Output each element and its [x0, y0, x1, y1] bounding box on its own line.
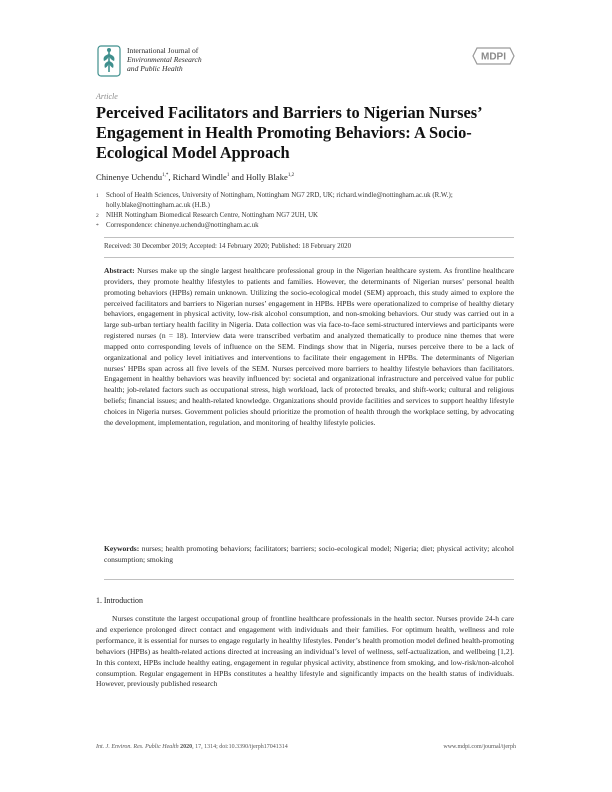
affiliation-list	[96, 191, 496, 231]
abstract-text: Nurses make up the single largest healthcare professional group in the Nigerian healthcare system. As frontline healthcare providers, they promote healthy lifestyles to patients and families. However, the determinants of Nigerian nurses’ personal health promoting behaviors (HPBs) remain unknown. Utilizing the socio-ecological model (SEM) approach, this study aimed to explore the perceived facilitators and barriers to Nigerian nurses’ engagement in HPBs. HPBs were operationalized to comprise of healthy dietary behaviors, engagement in physical activity, low-risk alcohol consumption, and non-smoking behaviors. Our study was carried out in a large sub-urban tertiary health facility in Nigeria. Data collection was via face-to-face semi-structured interviews and participants were registered nurses (n = 18). Interview data were transcribed verbatim and analyzed thematically to produce nine themes that were mapped onto corresponding levels of influence on the SEM. Findings show that in Nigeria, nurses perceive there to be a lack of organizational and policy level initiatives and interventions to facilitate their engagement in HPBs. The determinants of Nigerian nurses’ HPBs span across all five levels of the SEM. Nurses perceived more barriers to healthy lifestyle behaviors than facilitators. Engagement in healthy behaviors was heavily influenced by: societal and organizational infrastructure and perceived value for public health; job-related factors such as occupational stress, high workload, lack of protected breaks, and shift-work; cultural and religious beliefs; financial issues; and health-related knowledge. Organizations should provide facilities and services to support healthy lifestyle choices in Nigeria nurses. Government policies should prioritize the promotion of health through the workplace setting, by advocating the development, implementation, regulation, and monitoring of healthy lifestyle policies.	[104, 266, 514, 427]
footer-doi: , 17, 1314; doi:10.3390/ijerph17041314	[192, 744, 288, 750]
mdpi-logo-text: MDPI	[481, 51, 506, 63]
author-name: Richard Windle	[172, 172, 227, 182]
author-name: Chinenye Uchendu	[96, 172, 163, 182]
keywords-text: nurses; health promoting behaviors; facilitators; barriers; socio-ecological model; Nigeria; diet; physical activity; alcohol consumption; smoking	[104, 544, 515, 564]
affiliation-mark: *	[96, 223, 99, 229]
author-separator: ,	[168, 172, 173, 182]
journal-name-line3: and Public Health	[127, 64, 183, 73]
affiliation-item	[96, 211, 496, 221]
mdpi-logo-icon	[471, 44, 516, 68]
affiliation-text: NIHR Nottingham Biomedical Research Centre, Nottingham NG7 2UH, UK	[106, 212, 319, 219]
divider	[104, 237, 514, 238]
footer-url[interactable]: www.mdpi.com/journal/ijerph	[443, 744, 516, 750]
author-affil-mark: 1,2	[287, 173, 295, 179]
author-affil-mark: 1	[226, 173, 230, 179]
section-heading: 1. Introduction	[96, 596, 143, 605]
author-separator: and	[229, 172, 247, 182]
journal-logo-icon	[96, 44, 122, 78]
abstract	[104, 266, 514, 429]
author-name: Holly Blake	[246, 172, 288, 182]
paper-title: Perceived Facilitators and Barriers to Nigerian Nurses’ Engagement in Health Promoting Behaviors: A Socio-Ecological Model Approach	[96, 103, 482, 162]
divider	[104, 257, 514, 258]
correspondence-text: Correspondence: chinenye.uchendu@nottingham.ac.uk	[106, 222, 259, 229]
affiliation-text: School of Health Sciences, University of Nottingham, Nottingham NG7 2RD, UK; richard.windle@nottingham.ac.uk (R.W.); holly.blake@nottingham.ac.uk (H.B.)	[106, 192, 453, 209]
journal-name-line1: International Journal of	[127, 46, 199, 55]
footer-journal-abbr: Int. J. Environ. Res. Public Health	[96, 744, 179, 750]
publication-dates: Received: 30 December 2019; Accepted: 14 February 2020; Published: 18 February 2020	[104, 243, 352, 250]
footer-year: 2020	[180, 744, 193, 750]
divider	[104, 579, 514, 580]
journal-name-line2: Environmental Research	[127, 55, 202, 64]
footer-citation	[96, 744, 288, 750]
affiliation-mark: 1	[96, 193, 99, 199]
section-body: Nurses constitute the largest occupational group of frontline healthcare professionals in the health sector. Nurses provide 24-h care and experience prolonged direct contact and engagement with individuals and their families. For optimum health, wellness and role performance, it is essential for nurses to engage regularly in healthy lifestyles. Pender’s health promotion model defined health-promoting behaviors (HPBs) as health-related actions directed at increasing an individual’s level of wellness, self-actualization, and wellbeing [1,2]. In this context, HPBs include healthy eating, engagement in regular physical activity, abstinence from smoking, and low-risk/non-alcohol consumption. Regular engagement in HPBs constitutes a healthy lifestyle and significantly impacts on the health status of individuals. However, previously published research	[96, 614, 514, 689]
article-type: Article	[96, 92, 118, 101]
keywords-label: Keywords:	[104, 544, 140, 553]
affiliation-item	[96, 191, 496, 211]
affiliation-mark: 2	[96, 213, 99, 219]
abstract-label: Abstract:	[104, 266, 135, 275]
correspondence-item	[96, 221, 496, 231]
author-affil-mark: 1,*	[162, 173, 169, 179]
journal-name	[127, 46, 202, 73]
author-list	[96, 172, 294, 182]
keywords	[104, 543, 514, 565]
